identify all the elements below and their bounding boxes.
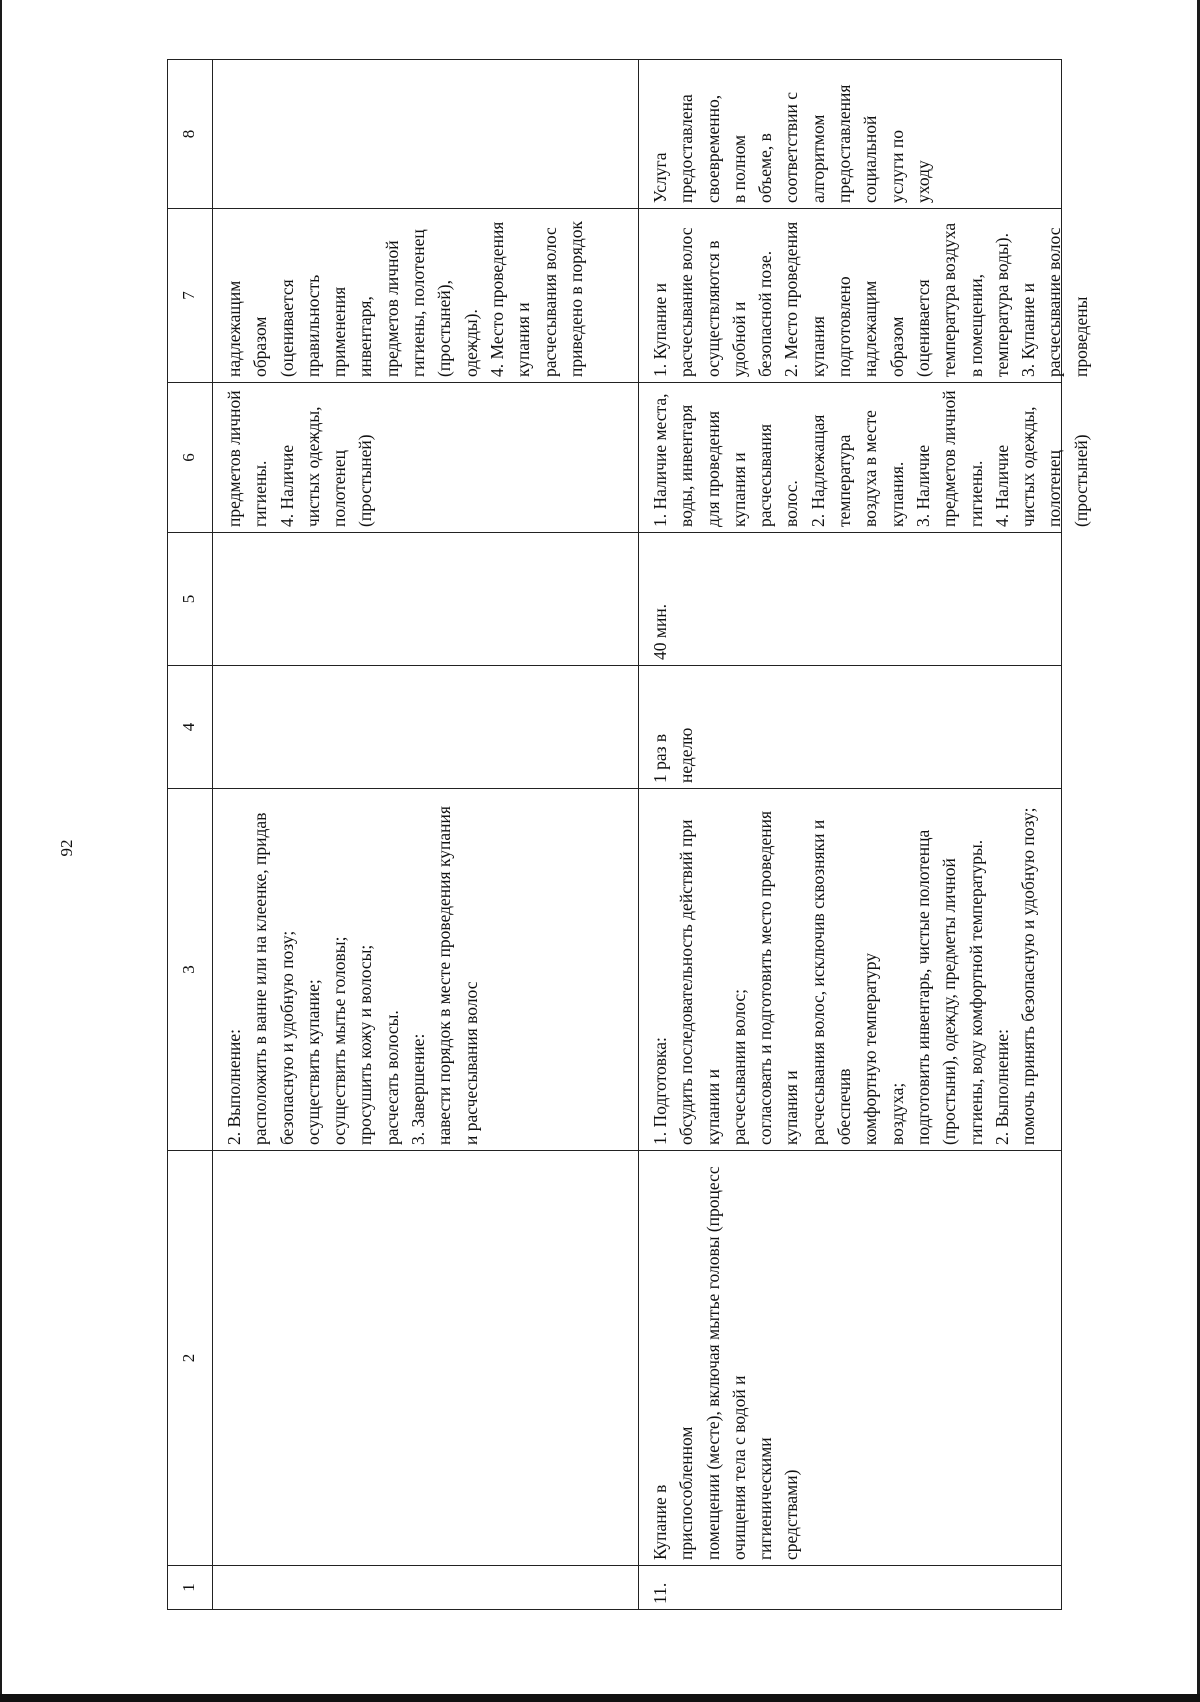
header-col-7: 7 [168, 208, 212, 382]
scan-edge-left [0, 0, 2, 1702]
row2-procedure: 1. Подготовка: обсудить последовательность действий при купании и расчесывании волос; согласовать и подготовить место проведения купания и расчесывания волос, исключив сквозняки и обеспечив комфортную температуру воздуха; подготовить инвентарь, чистые полотенца (простыни), одежду, предметы личной гигиены, воду комфортной температуры. 2. Выполнение: помочь принять безопасную и удобную позу; [639, 788, 1061, 1150]
header-col-8: 8 [168, 59, 212, 208]
scan-edge-bottom [0, 1694, 1200, 1702]
row1-duration [213, 532, 638, 665]
row1-conditions: предметов личной гигиены. 4. Наличие чистых одежды, полотенец (простыней) [213, 382, 638, 532]
table-row [639, 59, 1091, 1609]
row2-frequency: 1 раз в неделю [639, 665, 1061, 788]
table-row [213, 59, 639, 1609]
page-number: 92 [57, 839, 76, 857]
row1-service-name [213, 1150, 638, 1565]
services-table [167, 59, 1091, 1610]
header-col-4: 4 [168, 665, 212, 788]
header-col-2: 2 [168, 1150, 212, 1565]
row1-procedure: 2. Выполнение: расположить в ванне или на клеенке, придав безопасную и удобную позу; осуществить купание; осуществить мытье головы; просушить кожу и волосы; расчесать волосы. 3. Завершение: навести порядок в месте проведения купания и расчесывания волос [213, 788, 638, 1150]
header-col-1: 1 [168, 1565, 212, 1609]
header-col-5: 5 [168, 532, 212, 665]
row1-result [213, 59, 638, 208]
row1-frequency [213, 665, 638, 788]
row2-duration: 40 мин. [639, 532, 1061, 665]
row2-conditions: 1. Наличие места, воды, инвентаря для проведения купания и расчесывания волос. 2. Надлежащая температура воздуха в месте купания. 3. Наличие предметов личной гигиены. 4. Наличие чистых одежды, полотенец (простыней) [639, 382, 1061, 532]
row1-number [213, 1565, 638, 1609]
row2-quality-indicators: 1. Купание и расчесывание волос осуществляются в удобной и безопасной позе. 2. Место проведения купания подготовлено надлежащим образом (оценивается температура воздуха в помещении, температура воды). 3. Купание и расчесывание волос проведены [639, 208, 1061, 382]
row1-quality-indicators: надлежащим образом (оценивается правильность применения инвентаря, предметов личной гигиены, полотенец (простыней), одежды). 4. Место проведения купания и расчесывания волос приведено в порядок [213, 208, 638, 382]
table-header-row [168, 59, 213, 1609]
row2-result: Услуга предоставлена своевременно, в полном объеме, в соответствии с алгоритмом предоставления социальной услуги по уходу [639, 59, 1061, 208]
row2-service-name: Купание в приспособленном помещении (месте), включая мытье головы (процесс очищения тела с водой и гигиеническими средствами) [639, 1150, 1061, 1565]
header-col-3: 3 [168, 788, 212, 1150]
row2-number: 11. [639, 1565, 1061, 1609]
header-col-6: 6 [168, 382, 212, 532]
